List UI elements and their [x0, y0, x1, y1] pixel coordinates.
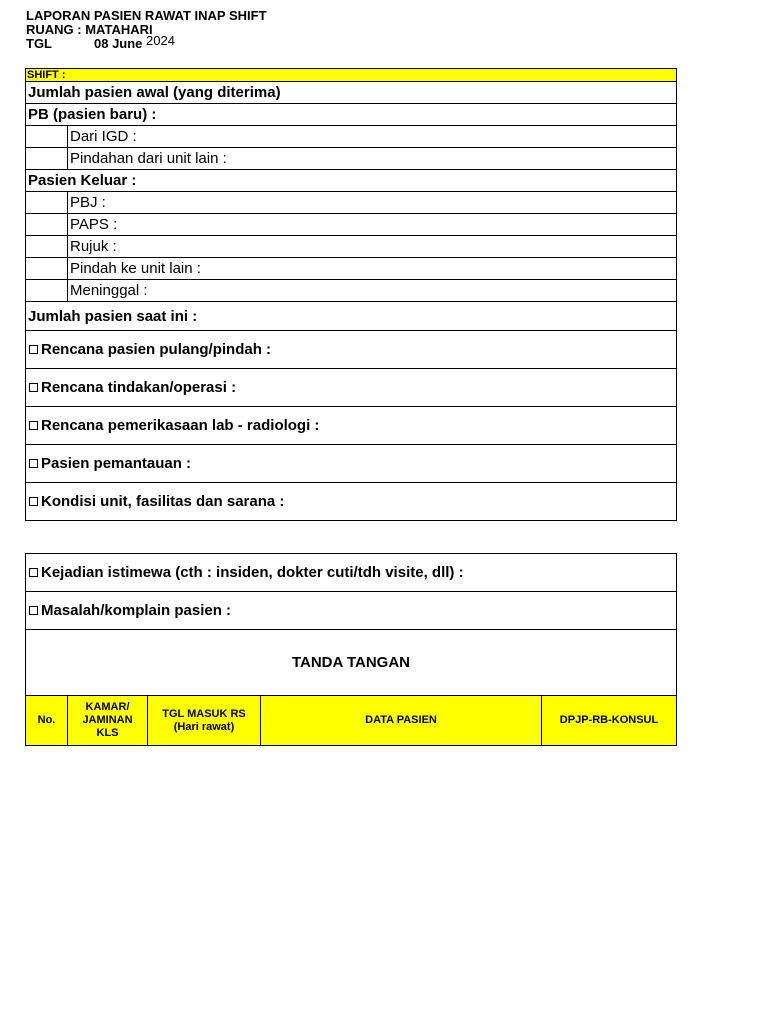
checkbox-icon [29, 345, 38, 354]
keluar-item-meninggal[interactable]: Meninggal : [68, 280, 677, 302]
jumlah-awal-label[interactable]: Jumlah pasien awal (yang diterima) [26, 82, 677, 104]
keluar-label[interactable]: Pasien Keluar : [26, 170, 677, 192]
checklist-item[interactable] [26, 483, 677, 521]
column-header-no: No. [26, 696, 68, 746]
pb-item-igd[interactable]: Dari IGD : [68, 126, 677, 148]
checkbox-icon [29, 459, 38, 468]
signature-label[interactable]: TANDA TANGAN [26, 630, 677, 696]
tgl-year: 2024 [146, 33, 175, 48]
jumlah-saat-ini-label[interactable]: Jumlah pasien saat ini : [26, 302, 677, 331]
checklist-label: Rencana tindakan/operasi : [41, 379, 237, 396]
indent-cell [26, 214, 68, 236]
tgl-label: TGL [26, 36, 52, 51]
checklist-item[interactable] [26, 369, 677, 407]
checklist-label: Kondisi unit, fasilitas dan sarana : [41, 493, 285, 510]
indent-cell [26, 148, 68, 170]
checkbox-icon [29, 383, 38, 392]
shift-report-table [25, 68, 677, 521]
checkbox-icon [29, 568, 38, 577]
keluar-item-pindah[interactable]: Pindah ke unit lain : [68, 258, 677, 280]
checklist-label: Kejadian istimewa (cth : insiden, dokter cuti/tdh visite, dll) : [41, 564, 464, 581]
checklist-label: Pasien pemantauan : [41, 455, 192, 472]
pb-item-pindahan[interactable]: Pindahan dari unit lain : [68, 148, 677, 170]
checklist-label: Masalah/komplain pasien : [41, 602, 232, 619]
column-header-data-pasien: DATA PASIEN [261, 696, 542, 746]
checkbox-icon [29, 497, 38, 506]
report-title: LAPORAN PASIEN RAWAT INAP SHIFT [26, 8, 267, 23]
checklist-item[interactable] [26, 331, 677, 369]
checklist-item[interactable] [26, 445, 677, 483]
indent-cell [26, 192, 68, 214]
checkbox-icon [29, 606, 38, 615]
indent-cell [26, 126, 68, 148]
tgl-line [26, 33, 175, 51]
checklist-label: Rencana pemerikasaan lab - radiologi : [41, 417, 320, 434]
indent-cell [26, 280, 68, 302]
checklist-item[interactable] [26, 554, 677, 592]
indent-cell [26, 236, 68, 258]
notes-table [25, 553, 677, 746]
checklist-item[interactable] [26, 592, 677, 630]
tgl-date: 08 June [94, 36, 143, 51]
checklist-label: Rencana pasien pulang/pindah : [41, 341, 272, 358]
keluar-item-paps[interactable]: PAPS : [68, 214, 677, 236]
checklist-item[interactable] [26, 407, 677, 445]
pb-label[interactable]: PB (pasien baru) : [26, 104, 677, 126]
shift-label[interactable]: SHIFT : [26, 69, 677, 82]
keluar-item-rujuk[interactable]: Rujuk : [68, 236, 677, 258]
column-header-dpjp: DPJP-RB-KONSUL [542, 696, 677, 746]
column-header-tgl-masuk: TGL MASUK RS (Hari rawat) [148, 696, 261, 746]
checkbox-icon [29, 421, 38, 430]
column-header-kamar: KAMAR/ JAMINAN KLS [68, 696, 148, 746]
ruang-label: RUANG : MATAHARI [26, 22, 153, 37]
indent-cell [26, 258, 68, 280]
keluar-item-pbj[interactable]: PBJ : [68, 192, 677, 214]
